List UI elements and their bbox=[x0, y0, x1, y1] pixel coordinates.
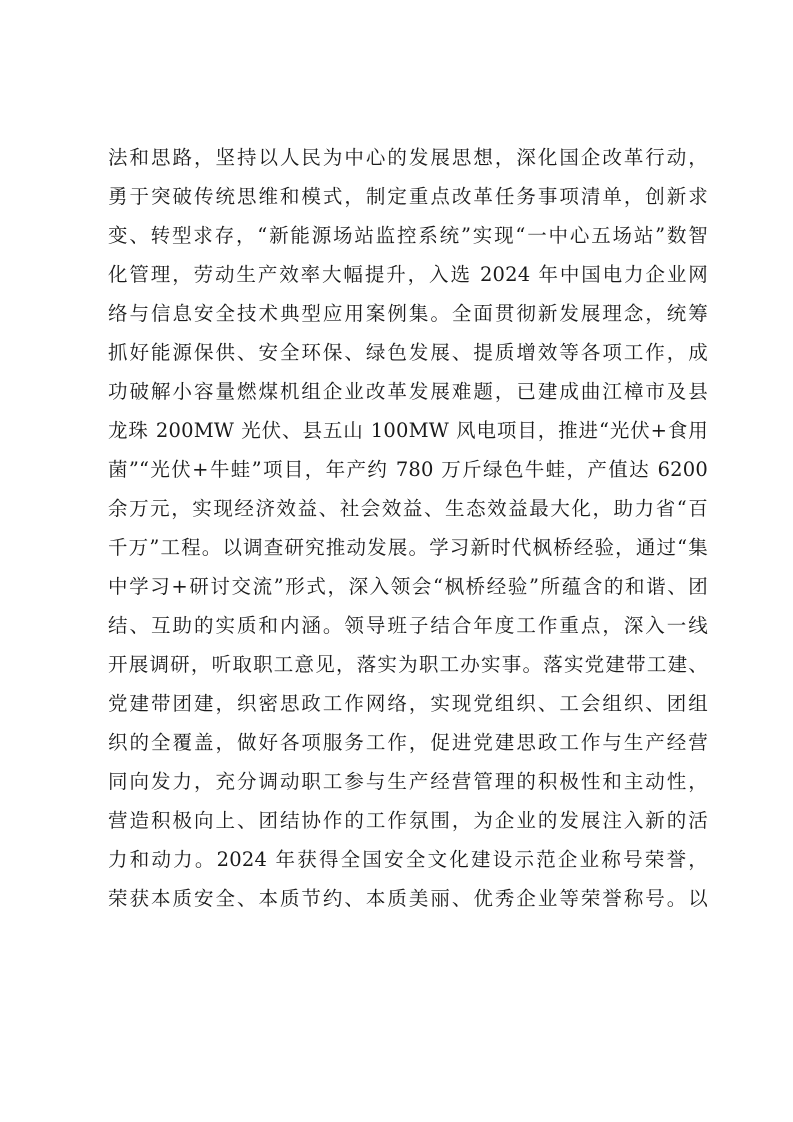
text-line-12: 中学习+研讨交流”形式，深入领会“枫桥经验”所蕴含的和谐、团 bbox=[108, 575, 708, 598]
text-line-1: 法和思路，坚持以人民为中心的发展思想，深化国企改革行动， bbox=[108, 146, 708, 169]
text-line-8: 龙珠 200MW 光伏、县五山 100MW 风电项目，推进“光伏+食用 bbox=[108, 419, 708, 442]
text-line-6: 抓好能源保供、安全环保、绿色发展、提质增效等各项工作，成 bbox=[108, 341, 708, 364]
text-line-9: 菌”“光伏+牛蛙”项目，年产约 780 万斤绿色牛蛙，产值达 6200 bbox=[108, 458, 708, 481]
text-line-16: 织的全覆盖，做好各项服务工作，促进党建思政工作与生产经营 bbox=[108, 731, 708, 754]
text-line-18: 营造积极向上、团结协作的工作氛围，为企业的发展注入新的活 bbox=[108, 809, 708, 832]
text-line-20: 荣获本质安全、本质节约、本质美丽、优秀企业等荣誉称号。以 bbox=[108, 887, 708, 910]
text-line-17: 同向发力，充分调动职工参与生产经营管理的积极性和主动性， bbox=[108, 770, 708, 793]
text-line-14: 开展调研，听取职工意见，落实为职工办实事。落实党建带工建、 bbox=[108, 653, 708, 676]
text-line-13: 结、互助的实质和内涵。领导班子结合年度工作重点，深入一线 bbox=[108, 614, 708, 637]
text-line-19: 力和动力。2024 年获得全国安全文化建设示范企业称号荣誉， bbox=[108, 848, 708, 871]
text-line-10: 余万元，实现经济效益、社会效益、生态效益最大化，助力省“百 bbox=[108, 497, 708, 520]
text-line-4: 化管理，劳动生产效率大幅提升，入选 2024 年中国电力企业网 bbox=[108, 263, 708, 286]
text-line-5: 络与信息安全技术典型应用案例集。全面贯彻新发展理念，统筹 bbox=[108, 302, 708, 325]
text-line-2: 勇于突破传统思维和模式，制定重点改革任务事项清单，创新求 bbox=[108, 185, 708, 208]
text-line-7: 功破解小容量燃煤机组企业改革发展难题，已建成曲江樟市及县 bbox=[108, 380, 708, 403]
text-line-11: 千万”工程。以调查研究推动发展。学习新时代枫桥经验，通过“集 bbox=[108, 536, 708, 559]
body-text bbox=[108, 138, 708, 918]
text-line-15: 党建带团建，织密思政工作网络，实现党组织、工会组织、团组 bbox=[108, 692, 708, 715]
text-line-3: 变、转型求存，“新能源场站监控系统”实现“一中心五场站”数智 bbox=[108, 224, 708, 247]
